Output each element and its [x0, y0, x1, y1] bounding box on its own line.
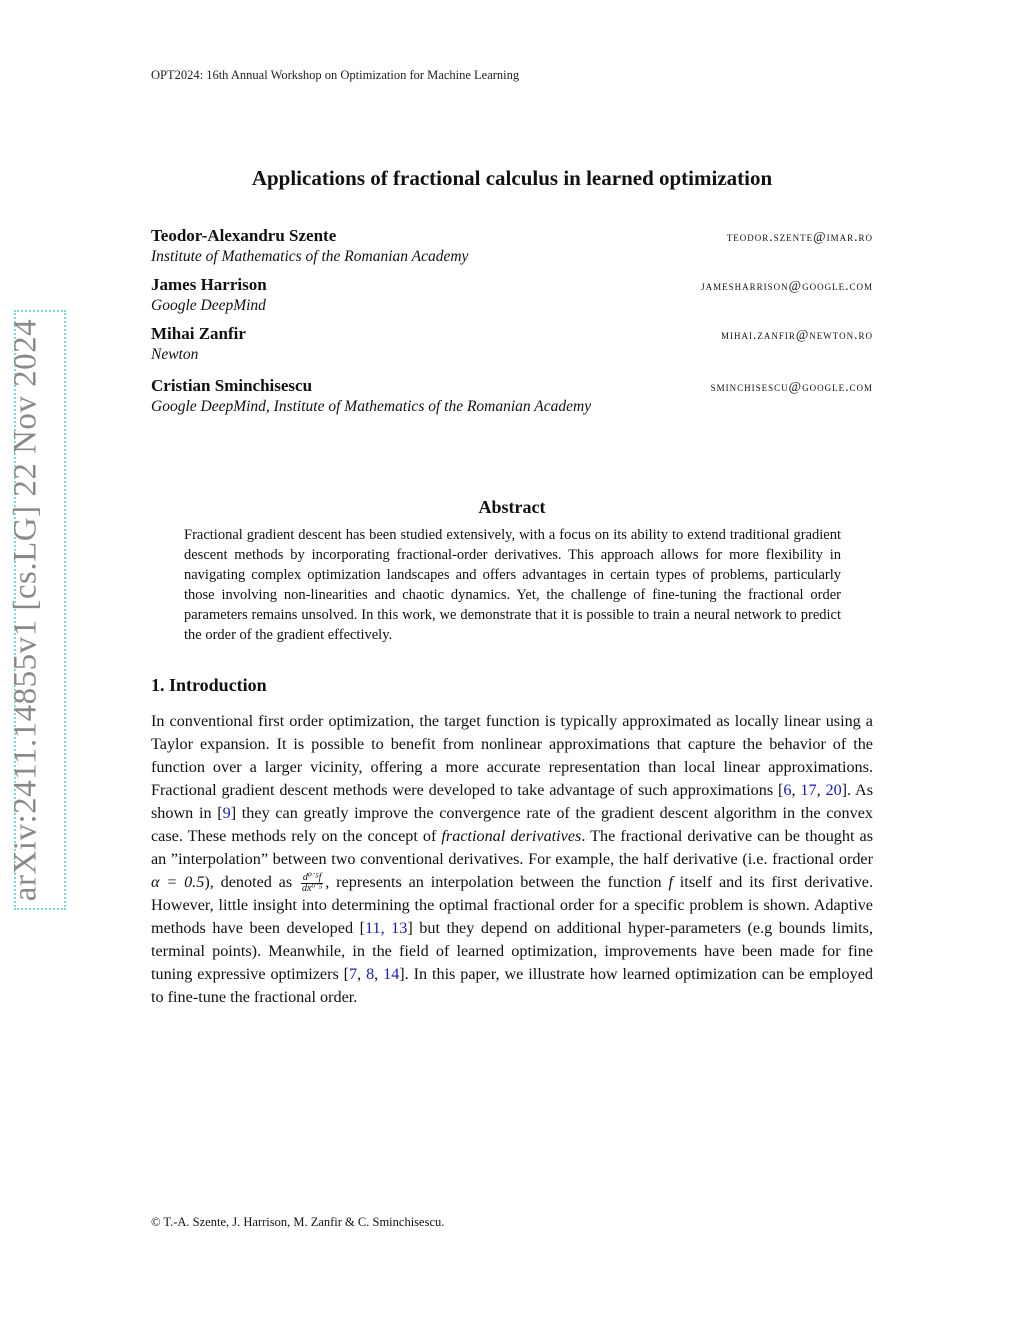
venue-header: OPT2024: 16th Annual Workshop on Optimization for Machine Learning	[151, 68, 520, 82]
intro-text: . The fractional derivative can be thought as an ”interpolation” between two conventional derivatives. For example, the half derivative (i.e. fractional order	[151, 827, 873, 868]
abstract-heading: Abstract	[478, 497, 546, 517]
citation-link[interactable]: 14	[383, 965, 400, 983]
author-block	[151, 376, 873, 416]
math-fraction	[301, 873, 323, 894]
author-email[interactable]: mihai.zanfir@newton.ro	[720, 327, 873, 342]
author-name: Teodor-Alexandru Szente	[151, 226, 337, 245]
author-email[interactable]: jamesharrison@google.com	[701, 278, 873, 293]
fraction-numerator: d⁰˙⁵f	[302, 871, 322, 883]
arxiv-stamp[interactable]: arXiv:2411.14855v1 [cs.LG] 22 Nov 2024	[7, 318, 44, 902]
math-f: f	[668, 873, 673, 891]
author-name: James Harrison	[151, 275, 267, 294]
citation-link[interactable]: 11, 13	[364, 919, 408, 937]
author-name: Cristian Sminchisescu	[151, 376, 313, 395]
introduction-paragraph: In conventional first order optimization, the target function is typically approximated as locally linear using a Taylor expansion. It is possible to benefit from nonlinear approximations that capture the behavior of the function over a larger vicinity, offering a more accurate representation than local linear approximations. Fractional gradient descent methods were developed to take advantage of such approximations [6, 17, 20]. As shown in [9] they can greatly improve the convergence rate of the gradient descent algorithm in the convex case. These methods rely on the concept of fractional derivatives. The fractional derivative can be thought as an ”interpolation” between two conventional derivatives. For example, the half derivative (i.e. fractional order α = 0.5), denoted as $\frac{\text{d⁰˙⁵f}}{\text{dx⁰˙⁵}}$ , represents an interpolation between the function f itself and its first derivative. However, little insight into determining the optimal fractional order for a specific problem is shown. Adaptive methods have been developed [11, 13] but they depend on additional hyper-parameters (e.g bounds limits, terminal points). Meanwhile, in the field of learned optimization, improvements have been made for fine tuning expressive optimizers [7, 8, 14]. In this paper, we illustrate how learned optimization can be employed to fine-tune the fractional order.	[151, 712, 874, 1006]
author-email[interactable]: sminchisescu@google.com	[710, 379, 873, 394]
author-name: Mihai Zanfir	[151, 324, 246, 343]
citation-link[interactable]: 7	[349, 965, 358, 983]
intro-text: ]. As shown in [	[151, 781, 874, 822]
author-affiliation: Institute of Mathematics of the Romanian Academy	[151, 248, 469, 265]
citation-link[interactable]: 8	[366, 965, 375, 983]
intro-text: ]. In this paper, we illustrate how learned optimization can be employed to fine-tune the fractional order.	[151, 965, 874, 1006]
intro-text: ] they can greatly improve the convergence rate of the gradient descent algorithm in the convex case. These methods rely on the concept of	[151, 804, 873, 845]
intro-text: In conventional first order optimization, the target function is typically approximated as locally linear using a Taylor expansion. It is possible to benefit from nonlinear approximations that capture the behavior of the function over a larger vicinity, offering a more accurate representation than local linear approximations. Fractional gradient descent methods were developed to take advantage of such approximations [	[151, 712, 873, 799]
author-block	[151, 324, 873, 364]
citation-link[interactable]: 17	[800, 781, 817, 799]
intro-text: ), denoted as	[204, 873, 300, 891]
intro-text: , represents an interpolation between the function	[325, 873, 669, 891]
author-block	[151, 226, 873, 266]
author-affiliation: Google DeepMind	[151, 297, 266, 314]
citation-link[interactable]: 20	[825, 781, 842, 799]
citation-link[interactable]: 6	[783, 781, 792, 799]
intro-text: ] but they depend on additional hyper-parameters (e.g bounds limits, terminal points). Meanwhile, in the field of learned optimization, improvements have been made for fine tuning expressive optimizers [	[151, 919, 874, 983]
abstract-text: Fractional gradient descent has been studied extensively, with a focus on its ability to extend traditional gradient descent methods by incorporating fractional-order derivatives. This approach allows for more flexibility in navigating complex optimization landscapes and offers advantages in certain types of problems, particularly those involving non-linearities and chaotic dynamics. Yet, the challenge of fine-tuning the fractional order parameters remains unsolved. In this work, we demonstrate that it is possible to train a neural network to predict the order of the gradient effectively.	[184, 527, 841, 643]
author-email[interactable]: teodor.szente@imar.ro	[726, 229, 873, 244]
author-affiliation: Google DeepMind, Institute of Mathematics of the Romanian Academy	[151, 398, 592, 415]
fraction-denominator: dx⁰˙⁵	[302, 882, 323, 894]
intro-text: itself and its first derivative. However, little insight into determining the optimal fractional order for a specific problem is shown. Adaptive methods have been developed [	[151, 873, 874, 937]
author-affiliation: Newton	[151, 346, 199, 363]
section-heading-introduction: 1. Introduction	[151, 675, 267, 695]
math-alpha: α = 0.5	[151, 873, 205, 891]
author-block	[151, 275, 873, 315]
citation-link[interactable]: 9	[222, 804, 231, 822]
copyright-footer: © T.-A. Szente, J. Harrison, M. Zanfir & C. Sminchisescu.	[151, 1215, 445, 1229]
paper-title: Applications of fractional calculus in learned optimization	[251, 166, 773, 190]
intro-emphasis: fractional derivatives	[441, 827, 582, 845]
